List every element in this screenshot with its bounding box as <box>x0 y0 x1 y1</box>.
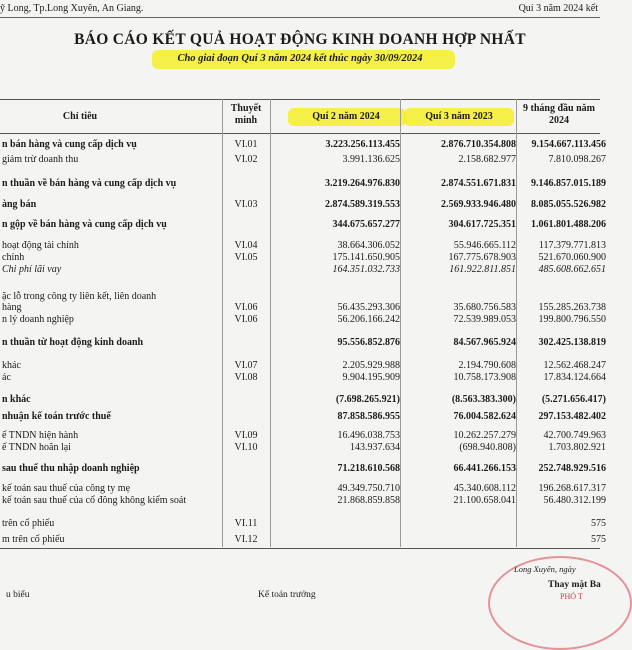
row-q3-2023: (698.940.808) <box>459 442 516 453</box>
row-q2-2024: 3.223.256.113.455 <box>325 139 400 150</box>
row-label: n lý doanh nghiệp <box>2 314 74 325</box>
row-q2-2024: 2.205.929.988 <box>342 360 400 371</box>
place-date: Long Xuyên, ngày <box>514 564 576 574</box>
row-q2-2024: 71.218.610.568 <box>337 463 400 474</box>
row-q3-2023: 10.262.257.279 <box>453 430 516 441</box>
col-header-q3-2023: Quí 3 năm 2023 <box>425 111 493 122</box>
row-9-months: 9.154.667.113.456 <box>531 139 606 150</box>
row-9-months: 1.061.801.488.206 <box>531 219 606 230</box>
row-q3-2023: 2.569.933.946.480 <box>441 199 516 210</box>
row-q3-2023: 21.100.658.041 <box>453 495 516 506</box>
row-note: VI.04 <box>234 240 258 251</box>
row-note: VI.11 <box>234 518 258 529</box>
row-note: VI.08 <box>234 372 258 383</box>
row-label: kế toán sau thuế của cổ đông không kiểm soát <box>2 495 187 506</box>
row-9-months: 199.800.796.550 <box>538 314 606 325</box>
table-row <box>0 393 606 406</box>
row-note: VI.01 <box>234 139 258 150</box>
row-9-months: 196.268.617.317 <box>538 483 606 494</box>
table-row <box>0 313 606 326</box>
row-9-months: 117.379.771.813 <box>538 240 606 251</box>
table-row <box>0 177 606 190</box>
row-q2-2024: 21.868.859.858 <box>337 495 400 506</box>
row-q2-2024: 95.556.852.876 <box>337 337 400 348</box>
table-top-rule <box>0 99 600 100</box>
table-row <box>0 263 606 276</box>
row-q3-2023: 35.680.756.583 <box>453 302 516 313</box>
row-label: khác <box>2 360 21 371</box>
row-label: n bán hàng và cung cấp dịch vụ <box>2 139 137 150</box>
row-9-months: 12.562.468.247 <box>543 360 606 371</box>
row-note: VI.05 <box>234 252 258 263</box>
table-row <box>0 153 606 166</box>
row-q3-2023: 2.876.710.354.808 <box>441 139 516 150</box>
row-note: VI.06 <box>234 314 258 325</box>
stamp-text: PHÓ T <box>560 592 583 601</box>
row-label: giảm trừ doanh thu <box>2 154 79 165</box>
header-divider <box>0 17 600 18</box>
row-note: VI.03 <box>234 199 258 210</box>
page-header <box>0 0 600 16</box>
row-label: trên cổ phiếu <box>2 518 55 529</box>
row-note: VI.10 <box>234 442 258 453</box>
row-q3-2023: 2.158.682.977 <box>458 154 516 165</box>
company-stamp <box>488 556 632 650</box>
row-label: hàng <box>2 302 22 313</box>
row-label: ế TNDN hiện hành <box>2 430 79 441</box>
table-row <box>0 198 606 211</box>
row-note: VI.06 <box>234 302 258 313</box>
row-q3-2023: 167.775.678.903 <box>448 252 516 263</box>
row-q2-2024: 49.349.750.710 <box>337 483 400 494</box>
row-9-months: (5.271.656.417) <box>541 394 606 405</box>
report-title: BÁO CÁO KẾT QUẢ HOẠT ĐỘNG KINH DOANH HỢP NHẤT <box>74 31 526 48</box>
row-note: VI.02 <box>234 154 258 165</box>
row-label: n thuần về bán hàng và cung cấp dịch vụ <box>2 178 177 189</box>
row-label: sau thuế thu nhập doanh nghiệp <box>2 463 140 474</box>
table-row <box>0 494 606 507</box>
row-q2-2024: 143.937.634 <box>350 442 400 453</box>
row-label: hoạt động tài chính <box>2 240 79 251</box>
table-row <box>0 441 606 454</box>
row-q3-2023: 84.567.965.924 <box>453 337 516 348</box>
row-label: chính <box>2 252 25 263</box>
row-9-months: 9.146.857.015.189 <box>531 178 606 189</box>
row-9-months: 252.748.929.516 <box>538 463 606 474</box>
period-label: Quí 3 năm 2024 kết <box>518 3 598 14</box>
row-q3-2023: (8.563.383.300) <box>451 394 516 405</box>
row-q2-2024: 2.874.589.319.553 <box>325 199 400 210</box>
table-header-rule <box>0 133 600 134</box>
report-subtitle: Cho giai đoạn Quí 3 năm 2024 kết thúc ngày 30/09/2024 <box>177 53 423 64</box>
row-q2-2024: (7.698.265.921) <box>335 394 400 405</box>
row-q2-2024: 56.435.293.306 <box>337 302 400 313</box>
row-label: àng bán <box>2 199 37 210</box>
col-header-indicator: Chỉ tiêu <box>62 111 98 122</box>
row-q3-2023: 161.922.811.851 <box>449 264 516 275</box>
row-9-months: 8.085.055.526.982 <box>531 199 606 210</box>
row-label: kế toán sau thuế của công ty mẹ <box>2 483 131 494</box>
row-label: m trên cổ phiếu <box>2 534 65 545</box>
row-9-months: 7.810.098.267 <box>548 154 606 165</box>
row-q3-2023: 2.874.551.671.831 <box>441 178 516 189</box>
table-row <box>0 533 606 546</box>
table-row <box>0 410 606 423</box>
table-bottom-rule <box>0 548 600 549</box>
row-q2-2024: 3.219.264.976.830 <box>325 178 400 189</box>
row-label: n thuần từ hoạt động kinh doanh <box>2 337 144 348</box>
row-q2-2024: 164.351.032.733 <box>332 264 400 275</box>
row-9-months: 302.425.138.819 <box>538 337 606 348</box>
row-9-months: 575 <box>591 534 606 545</box>
table-row <box>0 138 606 151</box>
row-9-months: 521.670.060.900 <box>538 252 606 263</box>
row-label: n gộp về bán hàng và cung cấp dịch vụ <box>2 219 167 230</box>
row-q3-2023: 66.441.266.153 <box>453 463 516 474</box>
table-row <box>0 336 606 349</box>
table-row <box>0 462 606 475</box>
signatory-label: Thay mặt Ba <box>548 580 601 590</box>
row-9-months: 485.608.662.651 <box>538 264 606 275</box>
row-9-months: 575 <box>591 518 606 529</box>
row-9-months: 297.153.482.402 <box>538 411 606 422</box>
row-label: ế TNDN hoãn lại <box>2 442 71 453</box>
row-label: ặc lỗ trong công ty liên kết, liên doanh <box>2 291 157 302</box>
table-row <box>0 218 606 231</box>
col-header-9-months: 9 tháng đầu năm 2024 <box>523 103 595 126</box>
row-q3-2023: 55.946.665.112 <box>453 240 516 251</box>
row-q2-2024: 56.206.166.242 <box>337 314 400 325</box>
col-header-note: Thuyết minh <box>230 103 262 126</box>
row-9-months: 42.700.749.963 <box>543 430 606 441</box>
row-9-months: 1.703.802.921 <box>548 442 606 453</box>
row-q2-2024: 16.496.038.753 <box>337 430 400 441</box>
company-address: ỹ Long, Tp.Long Xuyên, An Giang. <box>0 3 144 14</box>
table-row <box>0 517 606 530</box>
row-q2-2024: 344.675.657.277 <box>332 219 400 230</box>
col-header-q2-2024: Quí 2 năm 2024 <box>312 111 380 122</box>
row-label: ác <box>2 372 11 383</box>
row-q2-2024: 38.664.306.052 <box>337 240 400 251</box>
row-q3-2023: 2.194.790.608 <box>458 360 516 371</box>
row-label: n khác <box>2 394 31 405</box>
row-note: VI.09 <box>234 430 258 441</box>
row-note: VI.12 <box>234 534 258 545</box>
row-q2-2024: 175.141.650.905 <box>332 252 400 263</box>
row-q3-2023: 72.539.989.053 <box>453 314 516 325</box>
row-q2-2024: 87.858.586.955 <box>337 411 400 422</box>
row-q3-2023: 10.758.173.908 <box>453 372 516 383</box>
row-q2-2024: 3.991.136.625 <box>342 154 400 165</box>
row-q2-2024: 9.904.195.909 <box>342 372 400 383</box>
table-row <box>0 371 606 384</box>
row-q3-2023: 45.340.608.112 <box>453 483 516 494</box>
row-9-months: 155.285.263.738 <box>538 302 606 313</box>
row-9-months: 17.834.124.664 <box>543 372 606 383</box>
row-label: Chi phí lãi vay <box>2 264 62 275</box>
chief-accountant-label: Kế toán trưởng <box>258 590 316 600</box>
row-9-months: 56.480.312.199 <box>543 495 606 506</box>
preparer-label: u biểu <box>6 590 30 600</box>
row-q3-2023: 76.004.582.624 <box>453 411 516 422</box>
row-q3-2023: 304.617.725.351 <box>448 219 516 230</box>
row-note: VI.07 <box>234 360 258 371</box>
row-label: nhuận kế toán trước thuế <box>2 411 111 422</box>
